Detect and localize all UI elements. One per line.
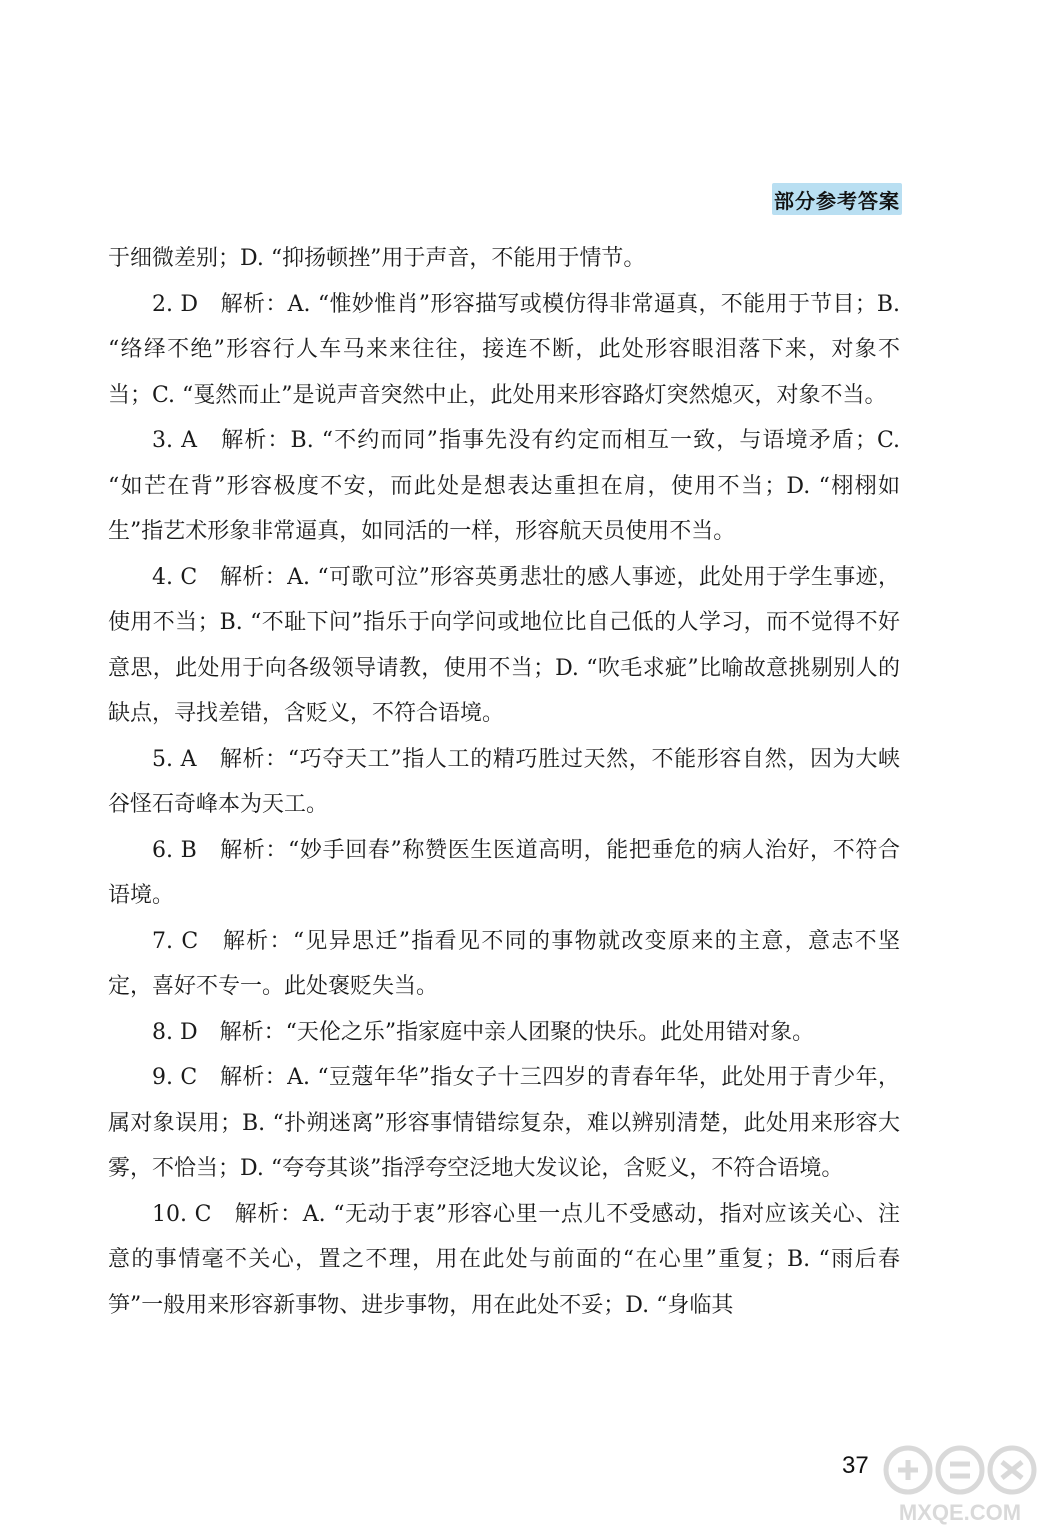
answer-paragraph: 于细微差别；D. “抑扬顿挫”用于声音，不能用于情节。	[108, 246, 646, 271]
answer-paragraph: 3. A 解析：B. “不约而同”指事先没有约定而相互一致，与语境矛盾；C. “如芒在背”形容极度不安，而此处是想表达重担在肩，使用不当；D. “栩栩如生”指艺术形象非常逼真，如同活的一样，形容航天员使用不当。	[108, 428, 900, 544]
answer-paragraph: 9. C 解析：A. “豆蔻年华”指女子十三四岁的青春年华，此处用于青少年，属对象误用；B. “扑朔迷离”形容事情错综复杂，难以辨别清楚，此处用来形容大雾，不恰当；D. “夸夸其谈”指浮夸空泛地大发议论，含贬义，不符合语境。	[108, 1065, 900, 1181]
answer-paragraph: 10. C 解析：A. “无动于衷”形容心里一点儿不受感动，指对应该关心、注意的事情毫不关心，置之不理，用在此处与前面的“在心里”重复；B. “雨后春笋”一般用来形容新事物、进步事物，用在此处不妥；D. “身临其	[108, 1201, 900, 1318]
answer-paragraph: 5. A 解析：“巧夺天工”指人工的精巧胜过天然，不能形容自然，因为大峡谷怪石奇峰本为天工。	[108, 746, 900, 817]
answer-paragraph: 6. B 解析：“妙手回春”称赞医生医道高明，能把垂危的病人治好，不符合语境。	[108, 837, 900, 908]
section-title-badge	[772, 183, 902, 215]
answer-paragraph: 4. C 解析：A. “可歌可泣”形容英勇悲壮的感人事迹，此处用于学生事迹，使用不当；B. “不耻下问”指乐于向学问或地位比自己低的人学习，而不觉得不好意思，此处用于向各级领导请教，使用不当；D. “吹毛求疵”比喻故意挑剔别人的缺点，寻找差错，含贬义，不符合语境。	[108, 564, 900, 726]
answer-paragraph: 7. C 解析：“见异思迁”指看见不同的事物就改变原来的主意，意志不坚定，喜好不专一。此处褒贬失当。	[108, 928, 900, 999]
answer-paragraph: 8. D 解析：“天伦之乐”指家庭中亲人团聚的快乐。此处用错对象。	[152, 1019, 815, 1045]
answer-stamp-logo-icon	[880, 1440, 1040, 1530]
answer-paragraph: 2. D 解析：A. “惟妙惟肖”形容描写或模仿得非常逼真，不能用于节目；B. “络绎不绝”形容行人车马来来往往，接连不断，此处形容眼泪落下来，对象不当；C. “戛然而止”是说声音突然中止，此处用来形容路灯突然熄灭，对象不当。	[108, 291, 900, 408]
section-title: 部分参考答案	[774, 188, 900, 213]
answer-text-body	[108, 236, 900, 1328]
watermark-text: MXQE.COM	[898, 1500, 1022, 1525]
page-number: 37	[842, 1452, 869, 1479]
